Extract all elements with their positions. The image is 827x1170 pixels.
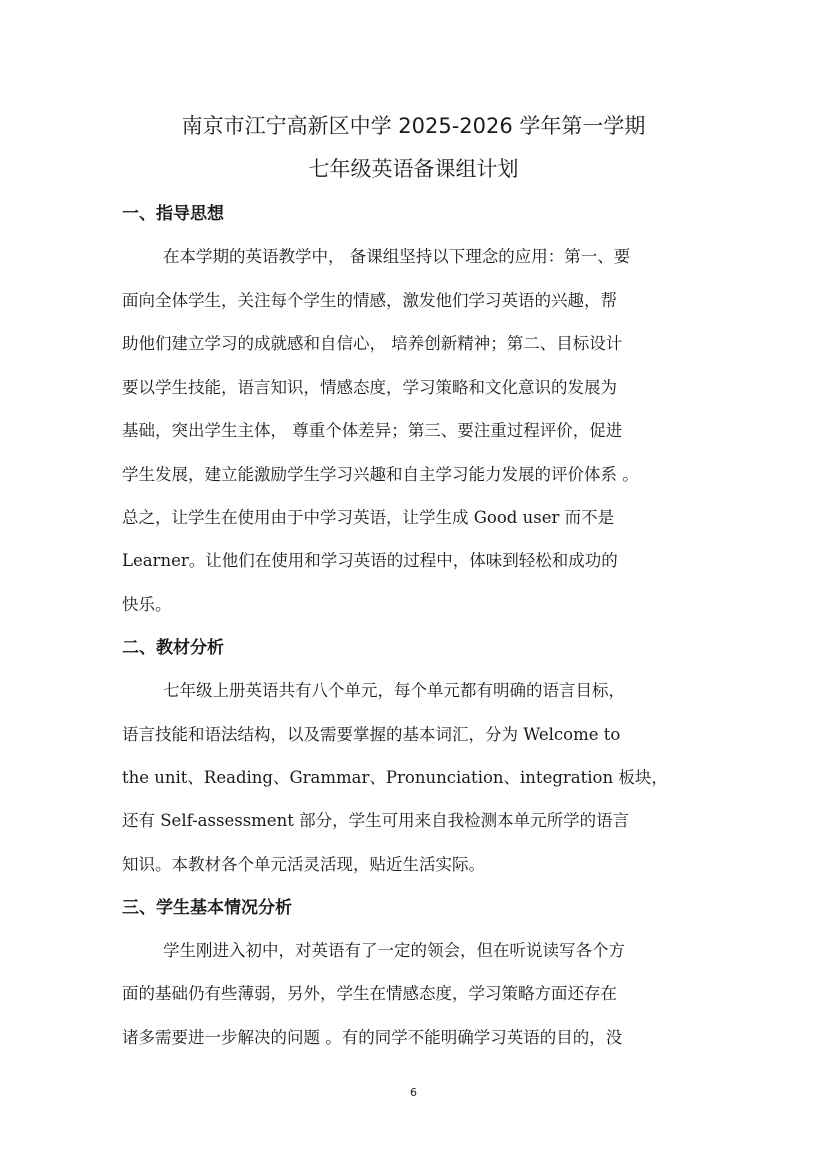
paragraph-line: 基础，突出学生主体， 尊重个体差异；第三、要注重过程评价，促进	[122, 421, 623, 440]
page-number: 6	[410, 1086, 417, 1099]
paragraph-line: the unit、Reading、Grammar、Pronunciation、integration 板块，	[122, 768, 668, 787]
paragraph-line: Learner。让他们在使用和学习英语的过程中，体味到轻松和成功的	[122, 551, 618, 570]
document-title: 南京市江宁高新区中学 2025-2026 学年第一学期	[181, 114, 646, 138]
paragraph-line: 学生刚进入初中，对英语有了一定的领会，但在听说读写各个方	[163, 941, 625, 960]
paragraph-line: 知识。本教材各个单元活灵活现，贴近生活实际。	[122, 855, 485, 874]
paragraph-line: 面的基础仍有些薄弱，另外，学生在情感态度，学习策略方面还存在	[122, 984, 617, 1003]
paragraph-line: 诸多需要进一步解决的问题 。有的同学不能明确学习英语的目的，没	[122, 1028, 623, 1047]
section-heading: 三、学生基本情况分析	[122, 898, 292, 918]
paragraph-line: 要以学生技能，语言知识，情感态度，学习策略和文化意识的发展为	[122, 378, 617, 397]
paragraph-line: 面向全体学生，关注每个学生的情感，激发他们学习英语的兴趣，帮	[122, 291, 617, 310]
paragraph-line: 在本学期的英语教学中， 备课组坚持以下理念的应用：第一、要	[163, 247, 631, 266]
section-heading: 一、指导思想	[122, 204, 224, 224]
paragraph-line: 助他们建立学习的成就感和自信心， 培养创新精神；第二、目标设计	[122, 334, 623, 353]
paragraph-line: 总之，让学生在使用由于中学习英语，让学生成 Good user 而不是	[122, 508, 615, 527]
paragraph-line: 七年级上册英语共有八个单元，每个单元都有明确的语言目标，	[163, 681, 625, 700]
section-heading: 二、教材分析	[122, 638, 224, 658]
document-subtitle: 七年级英语备课组计划	[308, 157, 519, 181]
paragraph-line: 还有 Self-assessment 部分，学生可用来自我检测本单元所学的语言	[122, 811, 630, 830]
paragraph-line: 学生发展，建立能激励学生学习兴趣和自主学习能力发展的评价体系 。	[122, 465, 639, 484]
paragraph-line: 语言技能和语法结构，以及需要掌握的基本词汇，分为 Welcome to	[122, 725, 621, 744]
paragraph-line: 快乐。	[122, 595, 172, 614]
